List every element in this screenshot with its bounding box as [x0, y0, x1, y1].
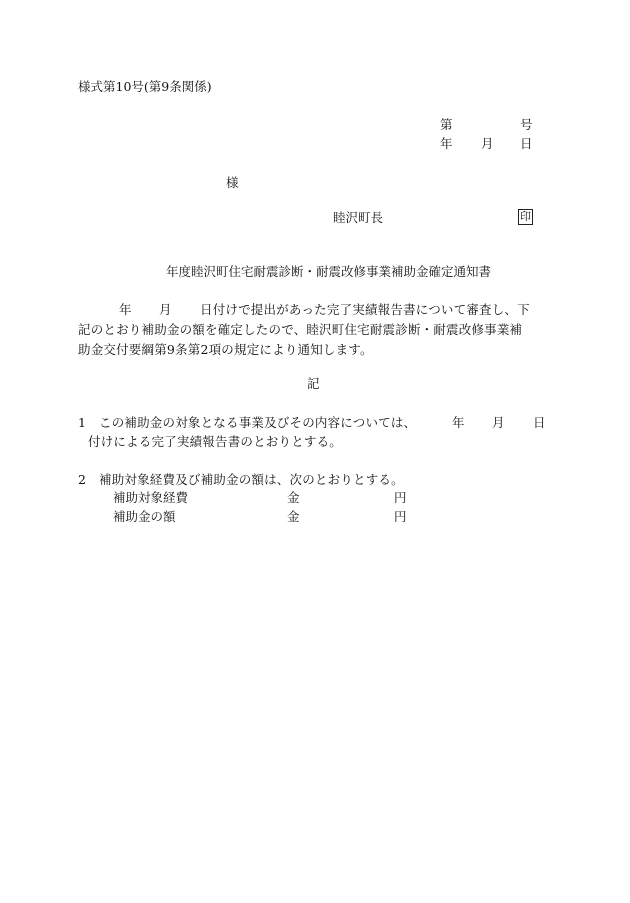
amount-row-yen: 円: [394, 490, 407, 505]
item-2-number: 2: [78, 472, 86, 487]
seal-mark: [518, 209, 533, 225]
doc-number-suffix: 号: [520, 117, 533, 132]
intro-line-1: 日付けで提出があった完了実績報告書について審査し、下: [200, 302, 530, 317]
item-1-month: 月: [492, 415, 505, 430]
item-1-day: 日: [533, 415, 546, 430]
amount-row-yen: 円: [394, 509, 407, 524]
addressee-sama: 様: [226, 175, 239, 190]
item-1-number: 1: [78, 415, 86, 430]
doc-number-prefix: 第: [440, 117, 453, 132]
form-label: 様式第10号(第9条関係): [78, 79, 212, 94]
item-1-year: 年: [452, 415, 465, 430]
amount-row-label: 補助金の額: [113, 509, 176, 524]
item-1-continuation: 付けによる完了実績報告書のとおりとする。: [88, 434, 343, 449]
seal-mark-text: 印: [518, 209, 533, 225]
amount-row-kin: 金: [287, 490, 300, 505]
amount-row-label: 補助対象経費: [113, 490, 189, 505]
intro-year: 年: [119, 302, 132, 317]
ki-heading: 記: [307, 376, 320, 391]
item-1-text: この補助金の対象となる事業及びその内容については、: [99, 415, 417, 430]
date-day: 日: [520, 136, 533, 151]
issuer-name: 睦沢町長: [333, 210, 384, 225]
item-2-text: 補助対象経費及び補助金の額は、次のとおりとする。: [99, 472, 404, 487]
intro-line-3: 助金交付要綱第9条第2項の規定により通知します。: [78, 342, 373, 357]
intro-month: 月: [159, 302, 172, 317]
intro-line-2: 記のとおり補助金の額を確定したので、睦沢町住宅耐震診断・耐震改修事業補: [78, 322, 523, 337]
document-title: 年度睦沢町住宅耐震診断・耐震改修事業補助金確定通知書: [166, 264, 492, 279]
date-year: 年: [440, 136, 453, 151]
amount-row-kin: 金: [287, 509, 300, 524]
date-month: 月: [481, 136, 494, 151]
